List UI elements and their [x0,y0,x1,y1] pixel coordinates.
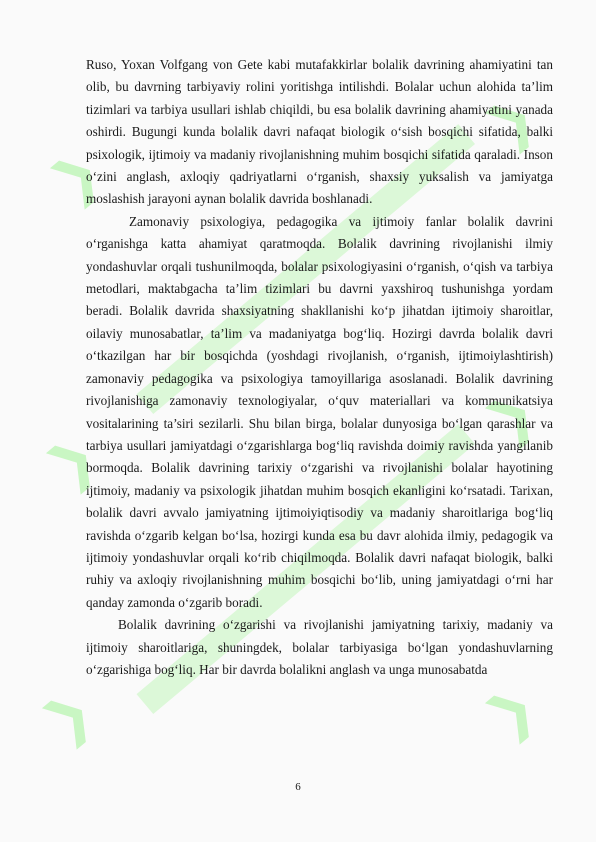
watermark-mark: ❯ [37,137,114,215]
paragraph-1: Ruso, Yoxan Volfgang von Gete kabi mutafakkirlar bolalik davrining ahamiyatini tan olib, bu davrning tarbiyaviy rolini yoritishga intilishdi. Bolalar uchun alohida ta’lim tizimlari va tarbiya usullari ishlab chiqildi, bu esa bolalik davrining ahamiyatini yanada oshirdi. Bugungi kunda bolalik davri nafaqat biologik o‘sish bosqichi sifatida, balki psixologik, ijtimoiy va madaniy rivojlanishning muhim bosqichi sifatida qaraladi. Inson o‘zini anglash, axloqiy qadriyatlarni o‘rganish, shaxsiy yuksalish va jamiyatga moslashish jarayoni aynan bolalik davrida boshlanadi. [86,57,553,207]
paragraph-3: Bolalik davrining o‘zgarishi va rivojlanishi jamiyatning tarixiy, madaniy va ijtimoiy sharoitlariga, shuningdek, bolalar tarbiyasiga bo‘lgan yondashuvlarning o‘zgarishiga bog‘liq. Har bir davrda bolalikni anglash va unga munosabatda [86,617,553,677]
page-number: 6 [295,781,301,793]
watermark-mark: ❯ [472,672,549,750]
body-text [86,54,553,681]
watermark-mark: ❯ [29,677,106,755]
watermark-mark: ❯ [33,422,110,500]
watermark-mark: ❯ [472,377,549,455]
paragraph-2: Zamonaviy psixologiya, pedagogika va ijtimoiy fanlar bolalik davrini o‘rganishga katta ahamiyat qaratmoqda. Bolalik davrining rivojlanishi ilmiy yondashuvlar orqali tushunilmoqda, bolalar psixologiyasini o‘rganish, o‘qish va tarbiya metodlari, maktabgacha ta’lim tizimlari bu davrni yaxshiroq tushunishga yordam beradi. Bolalik davrida shaxsiyatning shakllanishi ko‘p jihatdan ijtimoiy sharoitlar, oilaviy munosabatlar, ta’lim va madaniyatga bog‘liq. Hozirgi davrda bolalik davri o‘tkazilgan har bir bosqichda (yoshdagi rivojlanish, o‘rganish, ijtimoiylashtirish) zamonaviy pedagogika va psixologiya tamoyillariga asoslanadi. Bolalik davrining rivojlanishiga zamonaviy texnologiyalar, o‘quv materiallari va kommunikatsiya vositalarining ta’siri sezilarli. Shu bilan birga, bolalar dunyosiga bo‘lgan qarashlar va tarbiya usullari jamiyatdagi o‘zgarishlarga bog‘liq ravishda doimiy ravishda yangilanib bormoqda. Bolalik davrining tarixiy o‘zgarishi va rivojlanishi bolalar hayotining ijtimoiy, madaniy va psixologik jihatdan muhim bosqich ekanligini ko‘rsatadi. Tarixan, bolalik davri avvalo jamiyatning ijtimoiyiqtisodiy va madaniy sharoitlariga bog‘liq ravishda o‘zgarib kelgan bo‘lsa, hozirgi kunda esa bu davr alohida ilmiy, pedagogik va ijtimoiy yondashuvlar orqali ko‘rib chiqilmoqda. Bolalik davri nafaqat biologik, balki ruhiy va axloqiy rivojlanishning muhim bosqichi bo‘lib, uning jamiyatdagi o‘rni har qanday zamonda o‘zgarib boradi. [86,213,553,610]
watermark-mark: ❯ [472,82,549,160]
